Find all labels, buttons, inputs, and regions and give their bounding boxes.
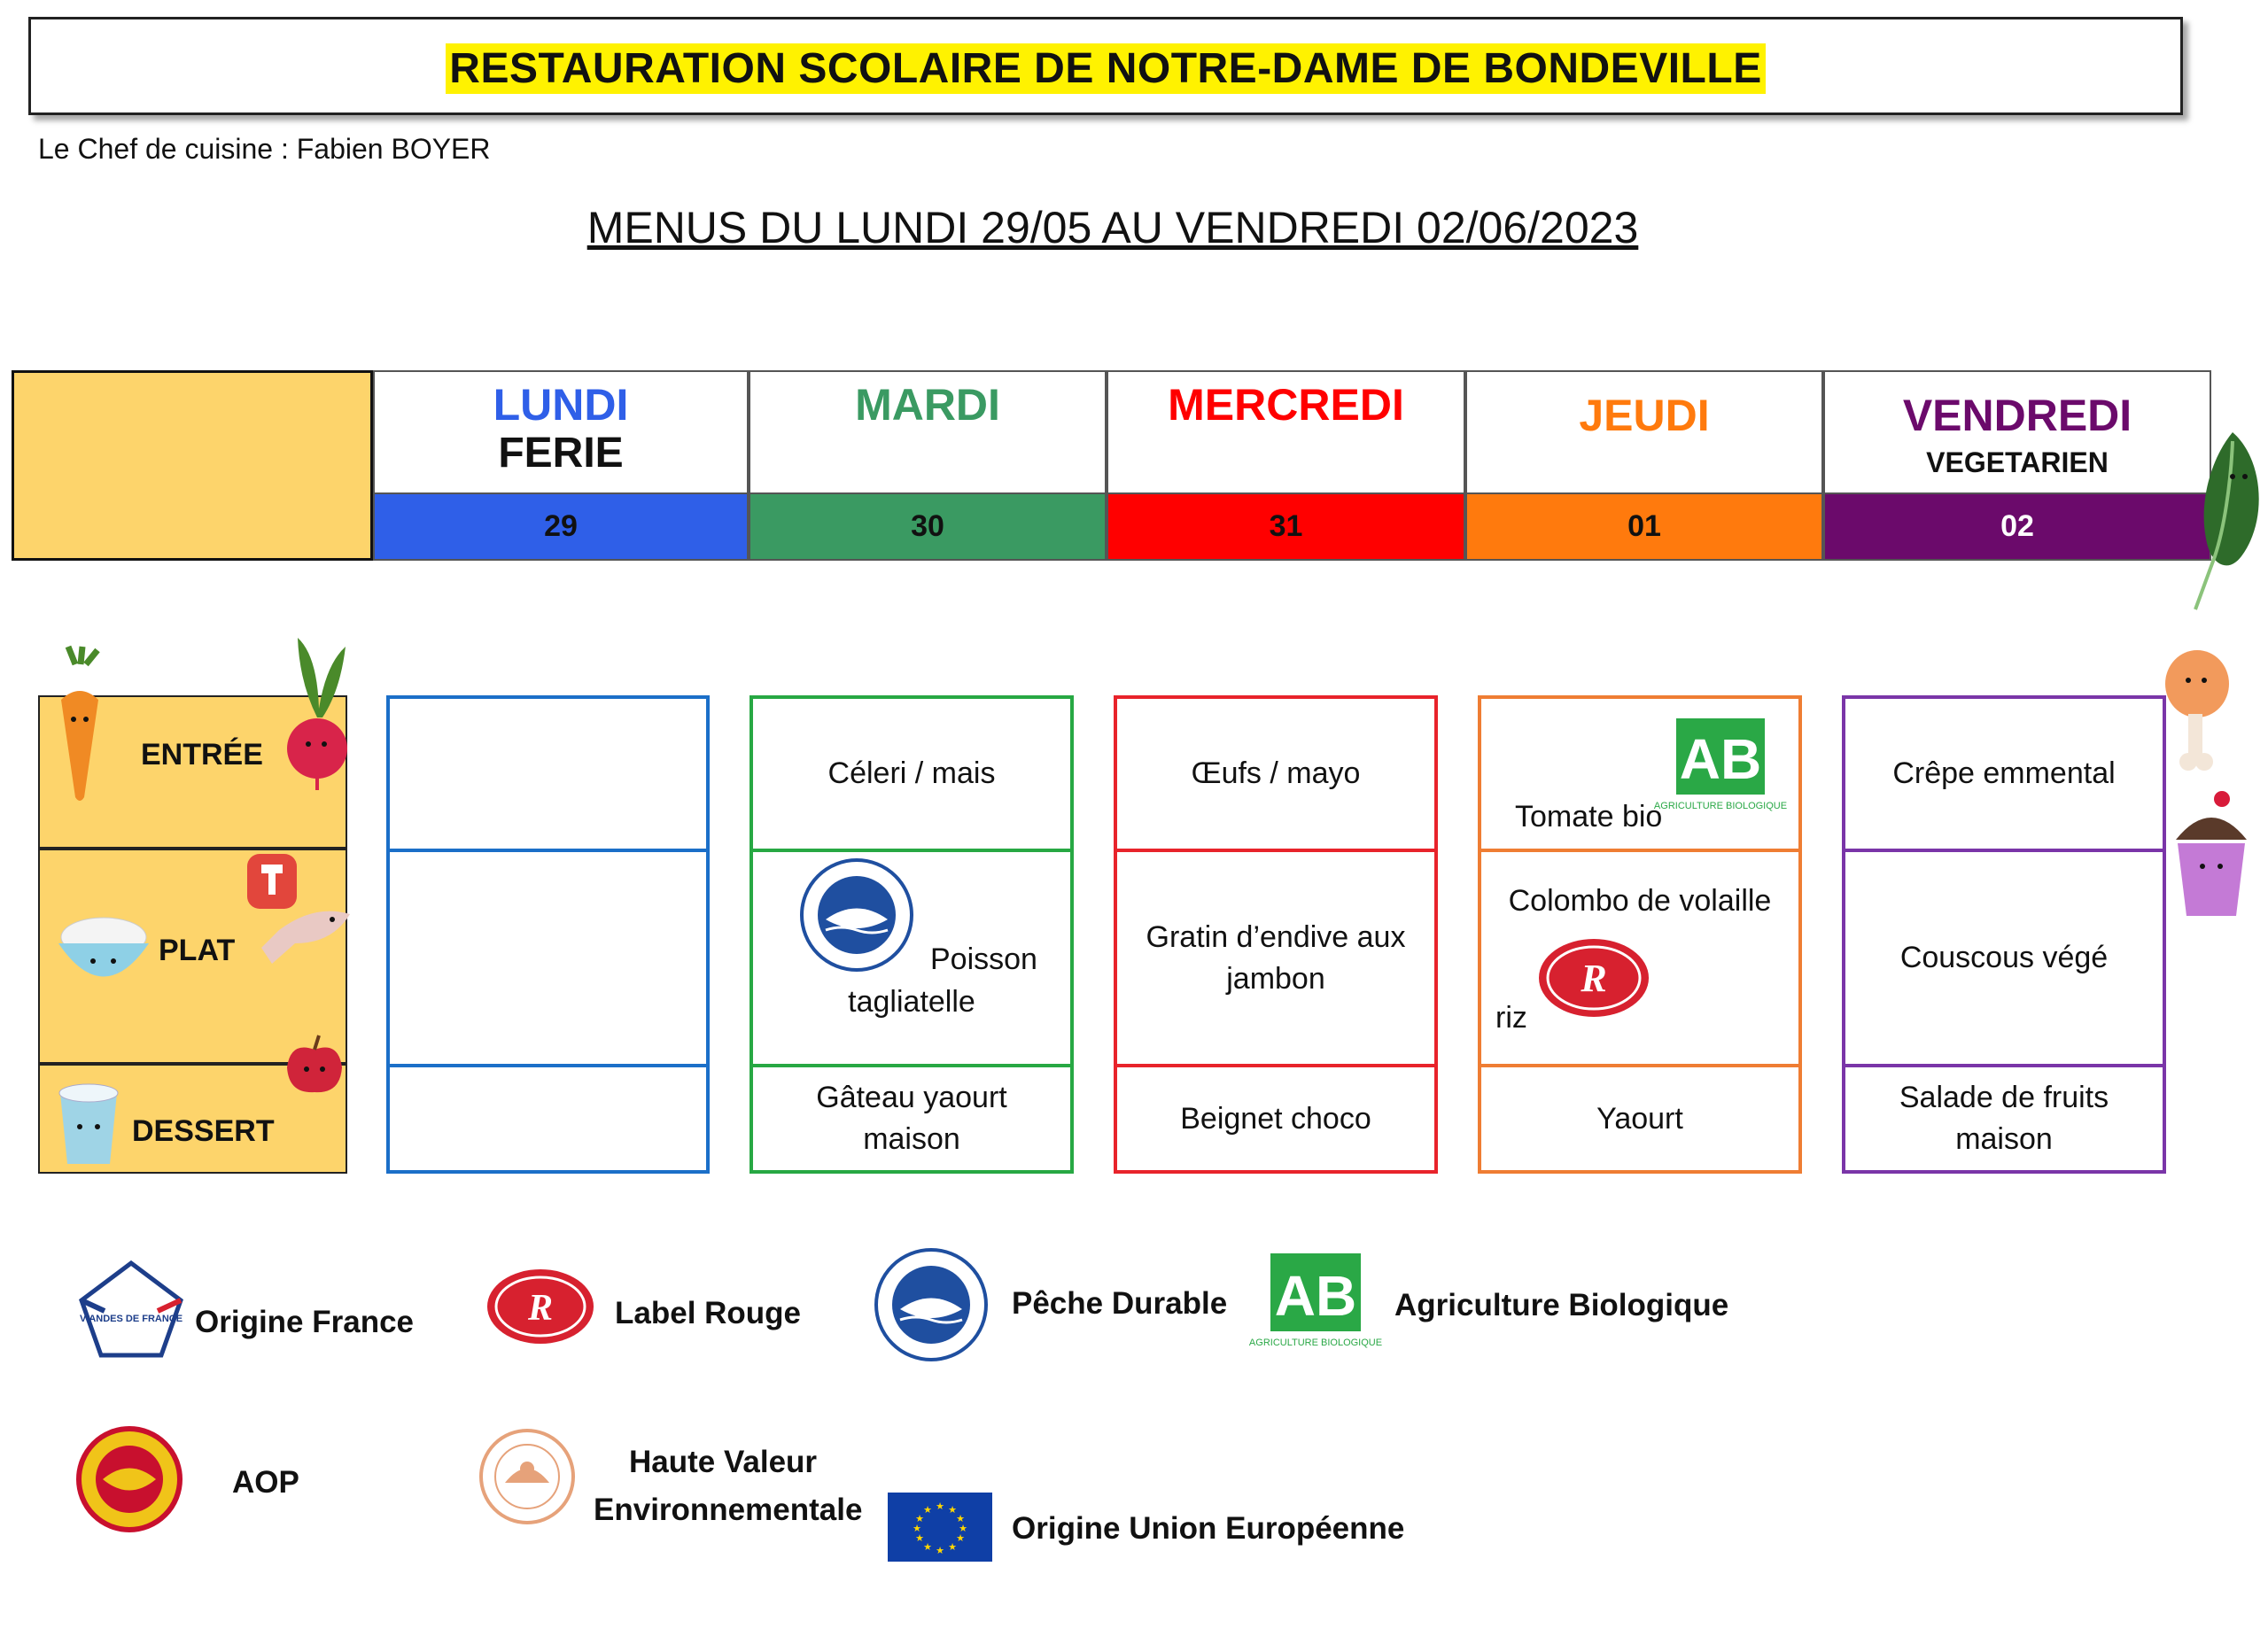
- drumstick-icon: [2162, 645, 2233, 778]
- day-header-mardi: [749, 370, 1107, 494]
- menu-column-mardi: [750, 695, 1074, 1174]
- day-number-jeudi: 01: [1465, 492, 1823, 561]
- viandes-de-france-text: VIANDES DE FRANCE: [79, 1314, 183, 1324]
- legend-origine-france: Origine France: [195, 1305, 415, 1339]
- day-header-mercredi: [1107, 370, 1465, 494]
- svg-text:★: ★: [956, 1532, 965, 1544]
- svg-text:R: R: [527, 1288, 554, 1329]
- svg-text:★: ★: [959, 1523, 967, 1534]
- svg-text:AB: AB: [1679, 727, 1762, 791]
- viandes-de-france-logo-icon: [78, 1258, 184, 1360]
- category-label: PLAT: [159, 934, 236, 967]
- peche-durable-logo-icon: [799, 857, 914, 973]
- menu-cell-entree: Céleri / mais: [753, 699, 1070, 852]
- menu-column-mercredi: [1114, 695, 1438, 1174]
- svg-text:★: ★: [923, 1504, 932, 1516]
- plat-text-line2: tagliatelle: [848, 985, 975, 1019]
- svg-text:★: ★: [956, 1513, 965, 1524]
- legend-label-rouge: Label Rouge: [615, 1296, 802, 1330]
- menu-cell-plat: [1481, 852, 1798, 1067]
- day-number-mercredi: 31: [1107, 492, 1465, 561]
- day-number-mardi: 30: [749, 492, 1107, 561]
- day-number-lundi: 29: [373, 492, 749, 561]
- rice-bowl-icon: [53, 912, 155, 983]
- cupcake-icon: [2169, 787, 2254, 919]
- day-header-lundi: [373, 370, 749, 494]
- svg-text:R: R: [1581, 957, 1607, 1000]
- apple-icon: [282, 1032, 348, 1098]
- menu-cell-plat: Couscous végé: [1845, 852, 2163, 1067]
- legend-agriculture-biologique: Agriculture Biologique: [1394, 1288, 1729, 1322]
- yogurt-icon: [53, 1072, 124, 1169]
- day-name: MERCREDI: [1168, 380, 1404, 430]
- plat-text-line1: Poisson: [930, 942, 1037, 976]
- title-box: [28, 17, 2183, 115]
- meat-and-fish-icon: [244, 850, 354, 965]
- svg-text:★: ★: [948, 1541, 957, 1553]
- carrot-icon: [49, 647, 111, 806]
- svg-text:★: ★: [915, 1513, 924, 1524]
- legend-origine-ue: Origine Union Européenne: [1012, 1511, 1405, 1546]
- svg-text:★: ★: [915, 1532, 924, 1544]
- category-label: DESSERT: [132, 1114, 275, 1148]
- peche-durable-legend-icon: [874, 1247, 989, 1362]
- day-name: MARDI: [855, 380, 1000, 430]
- ab-legend-logo-text: AGRICULTURE BIOLOGIQUE: [1248, 1338, 1383, 1348]
- day-header-vendredi: [1823, 370, 2211, 494]
- label-rouge-logo-icon: [1536, 936, 1651, 1020]
- menu-period-title: MENUS DU LUNDI 29/05 AU VENDREDI 02/06/2023: [586, 203, 1639, 252]
- haute-valeur-environnementale-logo-icon: [478, 1428, 576, 1525]
- day-subtitle: FERIE: [498, 430, 624, 477]
- menu-cell-entree: [1481, 699, 1798, 852]
- svg-text:AB: AB: [1274, 1264, 1357, 1328]
- plat-text-line1: Colombo de volaille: [1508, 884, 1772, 918]
- plat-text-line2: riz: [1495, 1001, 1527, 1035]
- spinach-leaf-icon: [2179, 423, 2264, 618]
- day-subtitle: VEGETARIEN: [1926, 446, 2109, 478]
- label-rouge-legend-icon: [485, 1267, 595, 1346]
- menu-cell-plat: Gratin d’endive aux jambon: [1117, 852, 1434, 1067]
- menu-cell-plat: [753, 852, 1070, 1067]
- day-name: VENDREDI: [1902, 391, 2132, 440]
- day-name: LUNDI: [493, 380, 629, 430]
- menu-cell-entree: [390, 699, 706, 852]
- svg-text:★: ★: [913, 1523, 921, 1534]
- header-corner-cell: [12, 370, 373, 561]
- menu-column-vendredi: [1842, 695, 2166, 1174]
- chef-name: Le Chef de cuisine : Fabien BOYER: [38, 133, 491, 165]
- menu-cell-dessert: Beignet choco: [1180, 1101, 1371, 1136]
- menu-column-lundi: [386, 695, 710, 1174]
- menu-column-jeudi: [1478, 695, 1802, 1174]
- menu-cell-plat: [390, 852, 706, 1067]
- entree-text: Tomate bio: [1515, 800, 1663, 834]
- agriculture-biologique-logo-icon: [1653, 717, 1788, 826]
- eu-flag-icon: [888, 1493, 992, 1562]
- menu-cell-dessert: [390, 1067, 706, 1170]
- svg-text:★: ★: [923, 1541, 932, 1553]
- svg-text:★: ★: [948, 1504, 957, 1516]
- page-title: RESTAURATION SCOLAIRE DE NOTRE-DAME DE BONDEVILLE: [446, 43, 1765, 94]
- aop-logo-icon: [76, 1426, 183, 1532]
- day-name: JEUDI: [1579, 391, 1710, 440]
- ab-logo-text: AGRICULTURE BIOLOGIQUE: [1653, 801, 1788, 811]
- legend-peche-durable: Pêche Durable: [1012, 1286, 1228, 1321]
- menu-cell-dessert: Yaourt: [1596, 1101, 1683, 1136]
- category-label: ENTRÉE: [141, 738, 263, 772]
- legend-hve-line1: Haute Valeur: [629, 1445, 818, 1479]
- day-number-vendredi: 02: [1823, 492, 2211, 561]
- legend-hve-line2: Environnementale: [594, 1493, 863, 1527]
- day-header-jeudi: [1465, 370, 1823, 494]
- menu-cell-entree: Œufs / mayo: [1117, 699, 1434, 852]
- agriculture-biologique-legend-icon: [1248, 1252, 1383, 1363]
- svg-text:★: ★: [936, 1501, 944, 1512]
- radish-icon: [282, 629, 353, 788]
- legend-aop: AOP: [232, 1465, 299, 1500]
- menu-cell-dessert: Salade de fruits maison: [1899, 1081, 2109, 1156]
- menu-cell-dessert: Gâteau yaourt maison: [816, 1081, 1007, 1156]
- menu-cell-entree: Crêpe emmental: [1845, 699, 2163, 852]
- svg-text:★: ★: [936, 1545, 944, 1556]
